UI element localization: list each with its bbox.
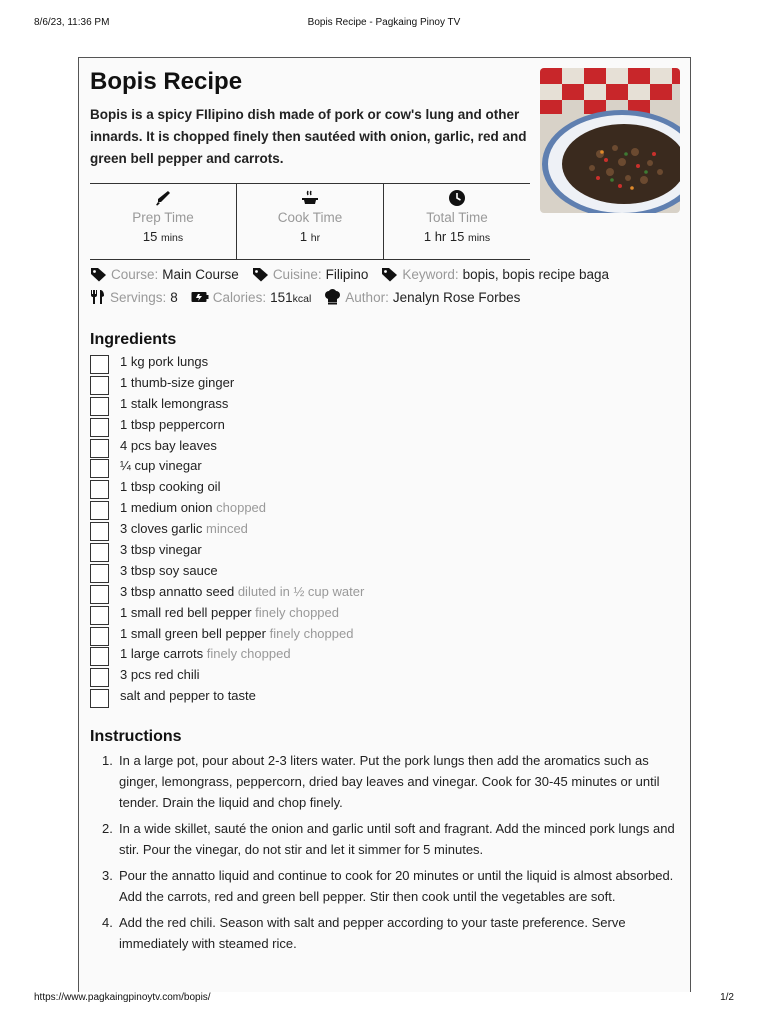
ingredient-item — [90, 667, 650, 688]
ingredient-text: 3 pcs red chili — [120, 667, 200, 683]
calories-value: 151kcal — [270, 289, 312, 305]
servings-value: 8 — [170, 289, 178, 305]
ingredient-item — [90, 646, 650, 667]
meta-cuisine: Cuisine: Filipino — [252, 267, 369, 282]
step-number: 3. — [102, 868, 113, 883]
ingredient-note: finely chopped — [206, 646, 291, 662]
recipe-summary: Bopis is a spicy FIlipino dish made of pork or cow's lung and other innards. It is chopped finely then sautéed with onion, garlic, red and green bell pepper and carrots. — [90, 107, 527, 166]
course-value: Main Course — [162, 267, 239, 282]
cook-time — [236, 184, 383, 259]
ingredient-item — [90, 354, 650, 375]
meta-calories: Calories: 151kcal — [191, 290, 312, 305]
cook-time-label: Cook Time — [277, 210, 343, 225]
ingredient-checkbox[interactable] — [90, 501, 109, 520]
ingredient-note: finely chopped — [255, 604, 339, 620]
chef-hat-icon — [324, 289, 341, 305]
cuisine-value: Filipino — [325, 267, 369, 282]
ingredient-text: 4 pcs bay leaves — [120, 437, 217, 453]
clock-icon — [448, 189, 466, 207]
tag-icon — [252, 267, 269, 282]
ingredient-item — [90, 584, 650, 605]
print-header — [34, 17, 734, 31]
ingredient-checkbox[interactable] — [90, 564, 109, 583]
step-text: In a large pot, pour about 2-3 liters water. Put the pork lungs then add the aromatics such as ginger, lemongrass, peppercorn, dried bay leaves and vinegar. Cook for 30-45 minutes or until tender. Drain the liquid and chop finely. — [119, 753, 660, 810]
meta-course: Course: Main Course — [90, 267, 239, 282]
ingredient-text: salt and pepper to taste — [120, 688, 256, 704]
recipe-photo — [540, 68, 680, 213]
ingredients-heading: Ingredients — [90, 331, 177, 348]
battery-icon — [191, 291, 209, 303]
ingredient-text: 1 tbsp peppercorn — [120, 416, 225, 432]
instructions-list — [90, 750, 680, 959]
ingredient-item — [90, 479, 650, 500]
print-datetime: 8/6/23, 11:36 PM — [34, 17, 110, 28]
recipe-card — [78, 57, 691, 992]
ingredient-checkbox[interactable] — [90, 376, 109, 395]
instruction-step — [90, 750, 680, 813]
time-bar — [90, 183, 530, 260]
ingredient-checkbox[interactable] — [90, 543, 109, 562]
recipe-title: Bopis Recipe — [90, 68, 243, 95]
meta-row-tags — [90, 267, 622, 282]
print-page-title: Bopis Recipe - Pagkaing Pinoy TV — [307, 17, 461, 28]
meta-row-details — [90, 289, 533, 305]
tag-icon — [90, 267, 107, 282]
ingredient-checkbox[interactable] — [90, 668, 109, 687]
ingredient-item — [90, 396, 650, 417]
ingredient-text: 1 kg pork lungs — [120, 354, 209, 369]
ingredient-text: 1 small red bell pepper finely chopped — [120, 604, 339, 620]
knife-icon — [154, 189, 172, 207]
instruction-step — [90, 818, 680, 860]
bopis-dish-image — [540, 68, 680, 213]
ingredient-item — [90, 688, 650, 709]
ingredient-checkbox[interactable] — [90, 397, 109, 416]
author-value: Jenalyn Rose Forbes — [392, 289, 521, 305]
instructions-heading: Instructions — [90, 728, 182, 745]
ingredient-checkbox[interactable] — [90, 689, 109, 708]
ingredient-checkbox[interactable] — [90, 606, 109, 625]
ingredient-text: 3 tbsp vinegar — [120, 542, 202, 558]
ingredient-note: diluted in ½ cup water — [237, 583, 365, 599]
ingredient-checkbox[interactable] — [90, 418, 109, 437]
print-page-number: 1/2 — [720, 992, 734, 1003]
ingredient-note: finely chopped — [269, 625, 354, 641]
step-text: In a wide skillet, sauté the onion and garlic until soft and fragrant. Add the minced pork lungs and stir. Pour the vinegar, do not stir and let it simmer for 5 minutes. — [119, 821, 675, 857]
ingredient-text: 3 tbsp soy sauce — [120, 562, 218, 578]
ingredient-text: 1 thumb-size ginger — [120, 374, 235, 390]
ingredient-text: 1 large carrots finely chopped — [120, 646, 291, 662]
ingredient-text: 1 stalk lemongrass — [120, 395, 229, 411]
ingredient-item — [90, 521, 650, 542]
total-time-value: 1 hr 15 mins — [423, 229, 491, 244]
keyword-value: bopis, bopis recipe baga — [462, 267, 610, 282]
ingredient-text: 1 tbsp cooking oil — [120, 479, 221, 495]
meta-author: Author: Jenalyn Rose Forbes — [324, 289, 520, 305]
ingredient-text: 3 cloves garlic minced — [120, 521, 248, 537]
ingredient-checkbox[interactable] — [90, 355, 109, 374]
ingredients-list — [90, 354, 650, 709]
ingredient-item — [90, 563, 650, 584]
step-number: 2. — [102, 821, 113, 836]
ingredient-checkbox[interactable] — [90, 459, 109, 478]
print-footer — [34, 992, 734, 1006]
total-time — [383, 184, 530, 259]
ingredient-item — [90, 438, 650, 459]
step-number: 4. — [102, 915, 113, 930]
ingredient-text: 1 medium onion chopped — [120, 500, 267, 516]
ingredient-item — [90, 542, 650, 563]
step-text: Pour the annatto liquid and continue to cook for 20 minutes or until the liquid is almost absorbed. Add the carrots, red and green bell pepper. Stir then cook until the vegetables are soft. — [119, 868, 674, 904]
ingredient-item — [90, 626, 650, 647]
prep-time-value: 15 mins — [142, 229, 184, 244]
step-number: 1. — [102, 753, 113, 768]
fork-knife-icon — [90, 289, 106, 305]
ingredient-checkbox[interactable] — [90, 439, 109, 458]
ingredient-checkbox[interactable] — [90, 522, 109, 541]
cook-time-value: 1 hr — [299, 229, 321, 244]
ingredient-checkbox[interactable] — [90, 480, 109, 499]
meta-keyword: Keyword: bopis, bopis recipe baga — [381, 267, 609, 282]
tag-icon — [381, 267, 398, 282]
ingredient-item — [90, 500, 650, 521]
instruction-step — [90, 912, 680, 954]
ingredient-text: 3 tbsp annatto seed diluted in ½ cup water — [120, 583, 365, 599]
ingredient-text: 1 small green bell pepper finely chopped — [120, 625, 354, 641]
ingredient-checkbox[interactable] — [90, 627, 109, 646]
ingredient-text: ¼ cup vinegar — [120, 458, 202, 474]
pot-icon — [301, 189, 319, 207]
print-url: https://www.pagkaingpinoytv.com/bopis/ — [34, 992, 211, 1003]
prep-time-label: Prep Time — [132, 210, 194, 225]
ingredient-note: minced — [206, 521, 248, 537]
prep-time — [90, 184, 236, 259]
ingredient-item — [90, 458, 650, 479]
ingredient-item — [90, 605, 650, 626]
step-text: Add the red chili. Season with salt and pepper according to your taste preference. Serve immediately with steamed rice. — [119, 915, 626, 951]
ingredient-checkbox[interactable] — [90, 647, 109, 666]
ingredient-checkbox[interactable] — [90, 585, 109, 604]
total-time-label: Total Time — [426, 210, 488, 225]
ingredient-note: chopped — [216, 500, 267, 516]
ingredient-item — [90, 417, 650, 438]
instruction-step — [90, 865, 680, 907]
meta-servings: Servings: 8 — [90, 289, 178, 305]
ingredient-item — [90, 375, 650, 396]
